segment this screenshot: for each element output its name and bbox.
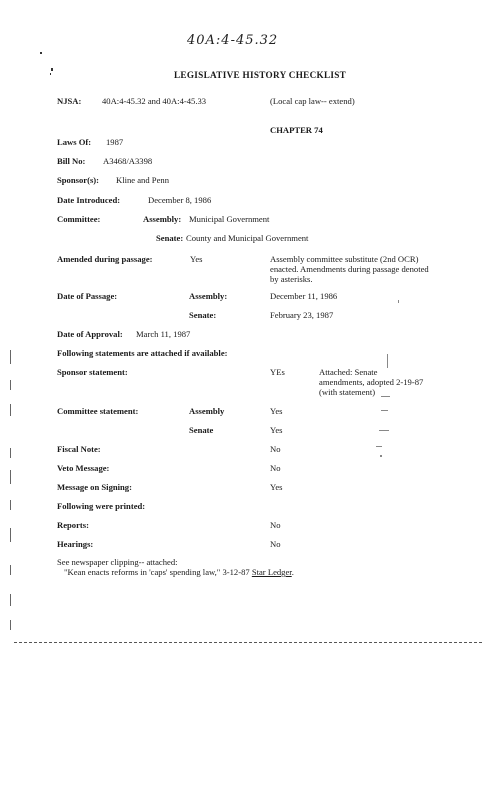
margin-tick [10, 565, 11, 575]
committee-assembly-value: Municipal Government [189, 214, 270, 224]
scan-artifact [381, 396, 390, 397]
margin-tick [10, 380, 11, 390]
njsa-note: (Local cap law-- extend) [270, 96, 355, 106]
veto-message-label: Veto Message: [57, 463, 110, 473]
fiscal-note-label: Fiscal Note: [57, 444, 101, 454]
scan-artifact [379, 430, 389, 431]
scan-artifact [381, 410, 388, 411]
sponsors-label: Sponsor(s): [57, 175, 100, 185]
committee-senate-label: Senate: [156, 233, 184, 243]
laws-of-label: Laws Of: [57, 137, 92, 147]
margin-tick [10, 500, 11, 510]
clipping-end: . [291, 567, 294, 577]
laws-of-value: 1987 [106, 137, 124, 147]
clipping-quote: "Kean enacts reforms in 'caps' spending law," 3-12-87 [64, 567, 250, 577]
margin-mark [50, 73, 51, 75]
scan-artifact [380, 455, 382, 457]
amended-note: Assembly committee substitute (2nd OCR) enacted. Amendments during passage denoted by asterisks. [270, 254, 429, 284]
committee-senate-value: County and Municipal Government [186, 233, 309, 243]
amended-value: Yes [190, 254, 203, 264]
margin-tick [10, 448, 11, 458]
sponsor-statement-value: YEs [270, 367, 285, 377]
njsa-label: NJSA: [57, 96, 82, 106]
date-of-approval-value: March 11, 1987 [136, 329, 191, 339]
veto-message-value: No [270, 463, 281, 473]
date-introduced-value: December 8, 1986 [148, 195, 212, 205]
committee-statement-senate-label: Senate [189, 425, 214, 435]
sponsors-value: Kline and Penn [116, 175, 169, 185]
chapter: CHAPTER 74 [270, 125, 323, 135]
committee-statement-assembly-value: Yes [270, 406, 283, 416]
following-printed-heading: Following were printed: [57, 501, 146, 511]
passage-senate-value: February 23, 1987 [270, 310, 334, 320]
message-on-signing-value: Yes [270, 482, 283, 492]
committee-statement-assembly-label: Assembly [189, 406, 225, 416]
reports-label: Reports: [57, 520, 89, 530]
passage-assembly-label: Assembly: [189, 291, 228, 301]
committee-statement-senate-value: Yes [270, 425, 283, 435]
following-attached-heading: Following statements are attached if available: [57, 348, 228, 358]
sponsor-statement-note: Attached: Senate amendments, adopted 2-19-87 (with statement) [319, 367, 424, 397]
passage-assembly-value: December 11, 1986 [270, 291, 338, 301]
handwritten-citation: 40A:4-45.32 [187, 33, 279, 48]
scan-artifact [398, 300, 399, 303]
reports-value: No [270, 520, 281, 530]
date-of-approval-label: Date of Approval: [57, 329, 123, 339]
committee-assembly-label: Assembly: [143, 214, 182, 224]
margin-tick [10, 620, 11, 630]
fiscal-note-value: No [270, 444, 281, 454]
margin-dot [40, 52, 42, 54]
margin-tick [10, 594, 11, 606]
margin-tick [10, 350, 11, 364]
margin-tick [10, 528, 11, 542]
bill-no-label: Bill No: [57, 156, 86, 166]
sponsor-statement-label: Sponsor statement: [57, 367, 128, 377]
scan-artifact [376, 446, 382, 447]
scan-artifact [387, 354, 388, 368]
clipping-source: Star Ledger [251, 567, 292, 577]
amended-label: Amended during passage: [57, 254, 153, 264]
bill-no-value: A3468/A3398 [103, 156, 153, 166]
clipping-intro: See newspaper clipping-- attached: [57, 557, 178, 567]
committee-label: Committee: [57, 214, 101, 224]
passage-senate-label: Senate: [189, 310, 217, 320]
margin-mark [51, 68, 53, 71]
committee-statement-label: Committee statement: [57, 406, 139, 416]
margin-tick [10, 470, 11, 484]
hearings-label: Hearings: [57, 539, 94, 549]
page-bottom-dashed-line [14, 642, 482, 643]
message-on-signing-label: Message on Signing: [57, 482, 132, 492]
date-of-passage-label: Date of Passage: [57, 291, 118, 301]
margin-tick [10, 404, 11, 416]
clipping-citation [64, 568, 294, 578]
hearings-value: No [270, 539, 281, 549]
date-introduced-label: Date Introduced: [57, 195, 121, 205]
njsa-value: 40A:4-45.32 and 40A:4-45.33 [102, 96, 207, 106]
page-title: LEGISLATIVE HISTORY CHECKLIST [174, 70, 347, 80]
